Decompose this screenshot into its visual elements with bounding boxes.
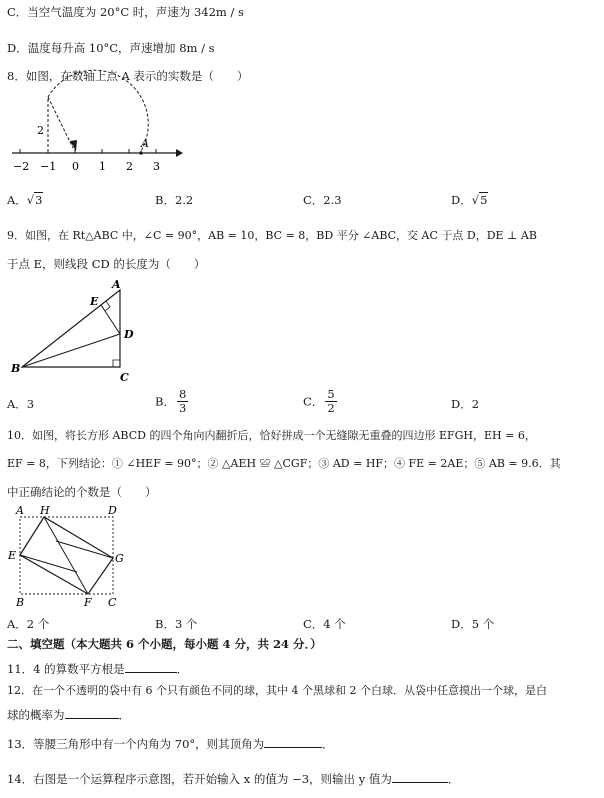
q10-stem-line1: 10．如图，将长方形 ABCD 的四个角向内翻折后，恰好拼成一个无缝隙无重叠的四边形 EFGH，EH = 6， — [7, 429, 536, 442]
q12-text: 球的概率为 — [7, 708, 65, 722]
q9-label-c: C — [120, 371, 129, 384]
q13-text: 13．等腰三角形中有一个内角为 70°，则其顶角为 — [7, 737, 265, 751]
q8-tick-label: 0 — [72, 160, 79, 173]
q10-label-c: C — [108, 596, 117, 609]
q10-fold-line-e — [20, 555, 77, 572]
q10-label-f: F — [84, 596, 92, 609]
q10-label-g: G — [115, 552, 124, 565]
q9-option-a: A．3 — [7, 397, 35, 411]
q9-option-c: C． $\frac{5}{2}$ — [303, 387, 335, 415]
q10-label-d: D — [108, 504, 117, 517]
q9-option-d: D．2 — [451, 397, 480, 411]
q8-tick-label: −2 — [13, 160, 30, 173]
q9-stem-line1: 9．如图，在 Rt△ABC 中，∠C = 90°，AB = 10，BC = 8，BD 平分 ∠ABC，交 AC 于点 D，DE ⊥ AB — [7, 229, 537, 242]
q10-fold-line-g — [56, 541, 113, 558]
q8-option-d: D．√5 — [451, 193, 488, 207]
q12-line2 — [7, 706, 130, 723]
q8-point-label: A — [141, 137, 149, 150]
q8-tick-label: 1 — [99, 160, 106, 173]
q12-end: ． — [118, 708, 130, 722]
q8-height-label: 2 — [37, 124, 44, 137]
q9-stem-line2: 于点 E，则线段 CD 的长度为（ ） — [7, 257, 206, 271]
q10-label-h: H — [40, 504, 50, 517]
q11-text: 11．4 的算数平方根是 — [7, 662, 125, 676]
q9-option-b: B． $\frac{8}{3}$ — [155, 387, 187, 415]
q8-option-b: B．2.2 — [155, 193, 194, 207]
q10-stem-line3: 中正确结论的个数是（ ） — [7, 485, 157, 499]
q8-tick-label: −1 — [40, 160, 57, 173]
q13-answer-blank — [264, 735, 322, 748]
q8-option-c: C．2.3 — [303, 193, 342, 207]
q7-option-c: C．当空气温度为 20°C 时，声速为 342m / s — [7, 5, 244, 19]
q9-label-d: D — [124, 328, 134, 341]
q12-answer-blank — [65, 706, 119, 719]
q13-end: ． — [322, 737, 334, 751]
q10-label-e: E — [8, 549, 17, 562]
q9-label-b: B — [11, 362, 21, 375]
q8-option-a: A．√3 — [7, 193, 43, 207]
q14-text: 14．右图是一个运算程序示意图，若开始输入 x 的值为 −3，则输出 y 值为 — [7, 772, 392, 786]
q12-line1: 12．在一个不透明的袋中有 6 个只有颜色不同的球，其中 4 个黑球和 2 个白球．从袋中任意摸出一个球，是白 — [7, 684, 547, 697]
q10-option-b: B．3 个 — [155, 617, 198, 631]
q8-tick-label: 2 — [126, 160, 133, 173]
q8-tick-label: 3 — [153, 160, 160, 173]
q10-diagonal-hf — [44, 517, 88, 594]
q8-stem: 8．如图，在数轴上点 A 表示的实数是（ ） — [7, 69, 249, 83]
q11 — [7, 660, 188, 677]
q14 — [7, 770, 459, 787]
q10-label-a: A — [16, 504, 24, 517]
q10-label-b: B — [16, 596, 25, 609]
q10-option-d: D．5 个 — [451, 617, 495, 631]
q7-option-d: D．温度每升高 10°C，声速增加 8m / s — [7, 41, 215, 55]
q10-stem-line2: EF = 8，下列结论：① ∠HEF = 90°；② △AEH ≌ △CGF；③ AD = HF；④ FE = 2AE；⑤ AB = 9.6．其 — [7, 457, 561, 470]
q11-end: ． — [176, 662, 189, 676]
q10-option-a: A．2 个 — [7, 617, 50, 631]
section2-heading: 二、填空题（本大题共 6 个小题，每小题 4 分，共 24 分．） — [7, 637, 322, 651]
q11-answer-blank — [125, 660, 177, 673]
q9-label-e: E — [90, 295, 99, 308]
q9-label-a: A — [112, 278, 121, 291]
q10-option-c: C．4 个 — [303, 617, 346, 631]
q13 — [7, 735, 334, 752]
q14-answer-blank — [392, 770, 448, 783]
q14-end: ． — [447, 772, 460, 786]
